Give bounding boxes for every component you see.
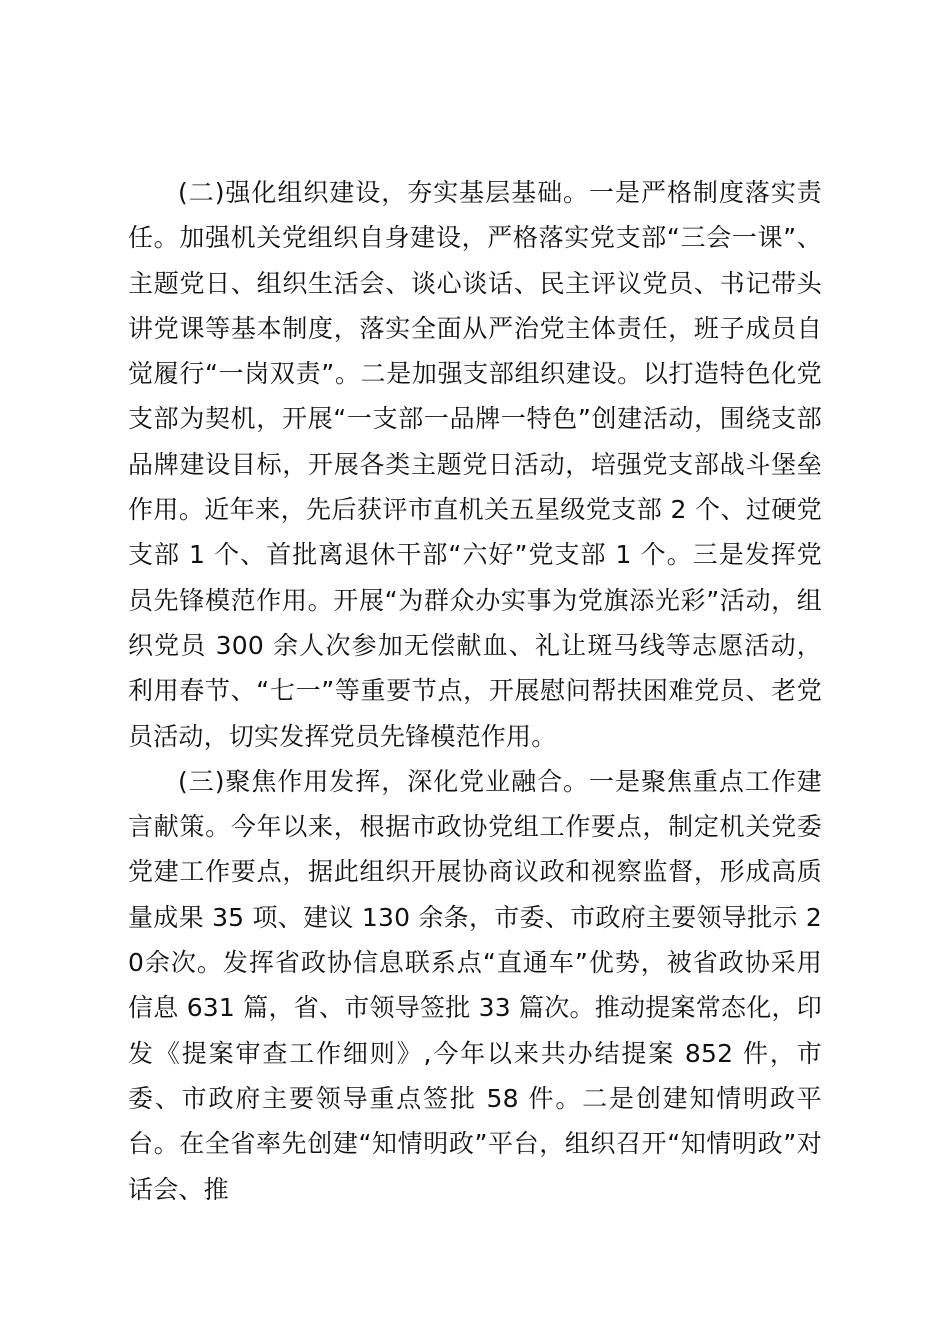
paragraph-party-business-integration: (三)聚焦作用发挥，深化党业融合。一是聚焦重点工作建言献策。今年以来，根据市政协党组工作要点，制定机关党委党建工作要点，据此组织开展协商议政和视察监督，形成高质量成果 35 项、建议 130 余条，市委、市政府主要领导批示 20余次。发挥省政协信息联系点“直通车”优势，被省政协采用信息 631 篇，省、市领导签批 33 篇次。推动提案常态化，印发《提案审查工作细则》,今年以来共办结提案 852 件，市委、市政府主要领导重点签批 58 件。二是创建知情明政平台。在全省率先创建“知情明政”平台，组织召开“知情明政”对话会、推 <box>128 766 822 1204</box>
paragraph-organization-building: (二)强化组织建设，夯实基层基础。一是严格制度落实责任。加强机关党组织自身建设，严格落实党支部“三会一课”、主题党日、组织生活会、谈心谈话、民主评议党员、书记带头讲党课等基本制度，落实全面从严治党主体责任，班子成员自觉履行“一岗双责”。二是加强支部组织建设。以打造特色化党支部为契机，开展“一支部一品牌一特色”创建活动，围绕支部品牌建设目标，开展各类主题党日活动，培强党支部战斗堡垒作用。近年来，先后获评市直机关五星级党支部 2 个、过硬党支部 1 个、首批离退休干部“六好”党支部 1 个。三是发挥党员先锋模范作用。开展“为群众办实事为党旗添光彩”活动，组织党员 300 余人次参加无偿献血、礼让斑马线等志愿活动，利用春节、“七一”等重要节点，开展慰问帮扶困难党员、老党员活动，切实发挥党员先锋模范作用。 <box>128 178 822 751</box>
document-body <box>128 170 822 1212</box>
